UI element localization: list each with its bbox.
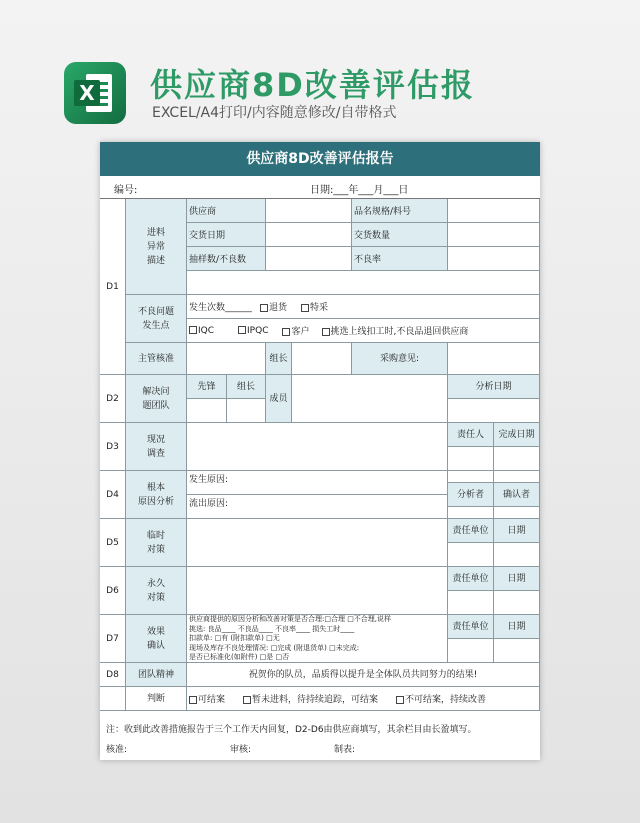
d7-unit-input[interactable] <box>448 639 494 663</box>
team-leader-input[interactable] <box>227 399 266 423</box>
checkbox-icon <box>301 304 309 312</box>
occur-cause-field[interactable]: 发生原因: <box>187 471 448 495</box>
step-d7: D7 <box>100 615 126 663</box>
report-meta <box>100 176 540 199</box>
sample-qty-label: 抽样数/不良数 <box>187 247 266 271</box>
analyst-label: 分析者 <box>448 483 494 507</box>
section-d7: 效果 确认 <box>126 615 187 663</box>
sample-qty-input[interactable] <box>266 247 352 271</box>
checkbox-icon <box>322 328 330 336</box>
review-label: 审核: <box>230 745 252 755</box>
d6-date-label: 日期 <box>494 567 540 591</box>
effect-confirm-field[interactable] <box>187 615 448 663</box>
member-input[interactable] <box>292 375 448 423</box>
done-date-label: 完成日期 <box>494 423 540 447</box>
pioneer-input[interactable] <box>187 399 227 423</box>
analysis-date-input[interactable] <box>448 399 540 423</box>
done-date-input[interactable] <box>494 447 540 471</box>
d5-unit-input[interactable] <box>448 543 494 567</box>
section-d4: 根本 原因分析 <box>126 471 187 519</box>
date-label: 日期:___年___月___日 <box>310 185 409 196</box>
perm-measure-input[interactable] <box>187 567 448 615</box>
temp-measure-input[interactable] <box>187 519 448 567</box>
part-no-label: 品名规格/料号 <box>352 199 448 223</box>
effect-line: 是否已标准化(如附件) □是 □否 <box>189 653 290 662</box>
pioneer-label: 先锋 <box>187 375 227 399</box>
checkbox-icon <box>243 696 251 704</box>
section-d5: 临时 对策 <box>126 519 187 567</box>
analysis-date-label: 分析日期 <box>448 375 540 399</box>
effect-line: 供应商提供的原因分析和改善对策是否合理:□合理 □不合理,说样 <box>189 615 392 623</box>
d6-unit-label: 责任单位 <box>448 567 494 591</box>
prepare-label: 制表: <box>334 745 356 755</box>
step-d6: D6 <box>100 567 126 615</box>
defect-rate-input[interactable] <box>448 247 540 271</box>
checkbox-icon <box>189 696 197 704</box>
page-title: 供应商8D改善评估报 <box>150 66 475 104</box>
d5-date-input[interactable] <box>494 543 540 567</box>
supplier-input[interactable] <box>266 199 352 223</box>
analyst-top-input[interactable] <box>448 471 494 483</box>
d6-unit-input[interactable] <box>448 591 494 615</box>
report-grid <box>100 199 540 711</box>
checkbox-icon <box>260 304 268 312</box>
d7-unit-label: 责任单位 <box>448 615 494 639</box>
approve-label: 核准: <box>106 745 128 755</box>
effect-line: 扣款单: □有 (附扣款单) □无 <box>189 634 280 643</box>
delivery-date-input[interactable] <box>266 223 352 247</box>
special-option[interactable]: 特采 <box>301 300 328 313</box>
delivery-date-label: 交货日期 <box>187 223 266 247</box>
team-spirit-text: 祝贺你的队员，品质得以提升是全体队员共同努力的结果! <box>187 663 540 687</box>
source-row <box>187 319 540 343</box>
step-d1: D1 <box>100 199 126 375</box>
effect-line: 现场及库存不良处理情况: □完成 (附退货单) □未完成: <box>189 643 360 652</box>
delivery-qty-label: 交货数量 <box>352 223 448 247</box>
analyst-input[interactable] <box>448 507 494 519</box>
step-d8: D8 <box>100 663 126 687</box>
judge-blank <box>100 687 126 711</box>
confirmer-top-input[interactable] <box>494 471 540 483</box>
owner-label: 责任人 <box>448 423 494 447</box>
leader-input[interactable] <box>292 343 352 375</box>
continue-option[interactable]: 不可结案，持续改善 <box>396 692 486 705</box>
excel-x-icon: X <box>74 80 100 106</box>
track-option[interactable]: 暂未进料，待持续追踪，可结案 <box>243 692 378 705</box>
section-d2: 解决问 题团队 <box>126 375 187 423</box>
confirmer-input[interactable] <box>494 507 540 519</box>
occurrence-row <box>187 295 540 319</box>
section-d8: 团队精神 <box>126 663 187 687</box>
section-d1: 进料 异常 描述 <box>126 199 187 295</box>
purchase-opinion-input[interactable] <box>448 343 540 375</box>
leader-label: 组长 <box>266 343 292 375</box>
pick-option[interactable]: 挑选上线扣工时,不良品退回供应商 <box>322 324 469 337</box>
confirmer-label: 确认者 <box>494 483 540 507</box>
d7-date-input[interactable] <box>494 639 540 663</box>
customer-option[interactable]: 客户 <box>282 324 309 337</box>
d1-blank-row[interactable] <box>187 271 540 295</box>
team-leader-label: 组长 <box>227 375 266 399</box>
footer-note: 注：收到此改善措施报告于三个工作天内回复，D2-D6由供应商填写，其余栏目由长盈填写。 <box>106 725 477 735</box>
purchase-opinion-label: 采购意见: <box>352 343 448 375</box>
defect-rate-label: 不良率 <box>352 247 448 271</box>
member-label: 成员 <box>266 375 292 423</box>
d5-date-label: 日期 <box>494 519 540 543</box>
step-d3: D3 <box>100 423 126 471</box>
survey-input[interactable] <box>187 423 448 471</box>
report-sheet <box>100 142 540 760</box>
report-title: 供应商8D改善评估报告 <box>100 142 540 176</box>
number-label: 编号: <box>114 185 138 196</box>
judge-label: 判断 <box>126 687 187 711</box>
judge-options <box>187 687 540 711</box>
section-d6: 永久 对策 <box>126 567 187 615</box>
iqc-option[interactable]: IQC <box>189 326 214 336</box>
d7-date-label: 日期 <box>494 615 540 639</box>
return-option[interactable]: 退货 <box>260 300 287 313</box>
close-option[interactable]: 可结案 <box>189 692 225 705</box>
supplier-label: 供应商 <box>187 199 266 223</box>
occurrence-count: 发生次数______ <box>189 303 253 313</box>
checkbox-icon <box>396 696 404 704</box>
page-subtitle: EXCEL/A4打印/内容随意修改/自带格式 <box>152 105 397 121</box>
step-d2: D2 <box>100 375 126 423</box>
step-d5: D5 <box>100 519 126 567</box>
problem-point-label: 不良问题 发生点 <box>126 295 187 343</box>
part-no-input[interactable] <box>448 199 540 223</box>
ipqc-option[interactable]: IPQC <box>238 326 268 336</box>
step-d4: D4 <box>100 471 126 519</box>
checkbox-icon <box>282 328 290 336</box>
supervisor-input[interactable] <box>187 343 266 375</box>
d5-unit-label: 责任单位 <box>448 519 494 543</box>
supervisor-label: 主管核准 <box>126 343 187 375</box>
delivery-qty-input[interactable] <box>448 223 540 247</box>
d6-date-input[interactable] <box>494 591 540 615</box>
escape-cause-field[interactable]: 流出原因: <box>187 495 448 519</box>
section-d3: 现况 调查 <box>126 423 187 471</box>
owner-input[interactable] <box>448 447 494 471</box>
checkbox-icon <box>189 326 197 334</box>
checkbox-icon <box>238 326 246 334</box>
excel-logo-icon <box>64 62 126 124</box>
effect-line: 挑选: 良品____ 不良品____ 不良率____ 损失工时____ <box>189 624 355 633</box>
